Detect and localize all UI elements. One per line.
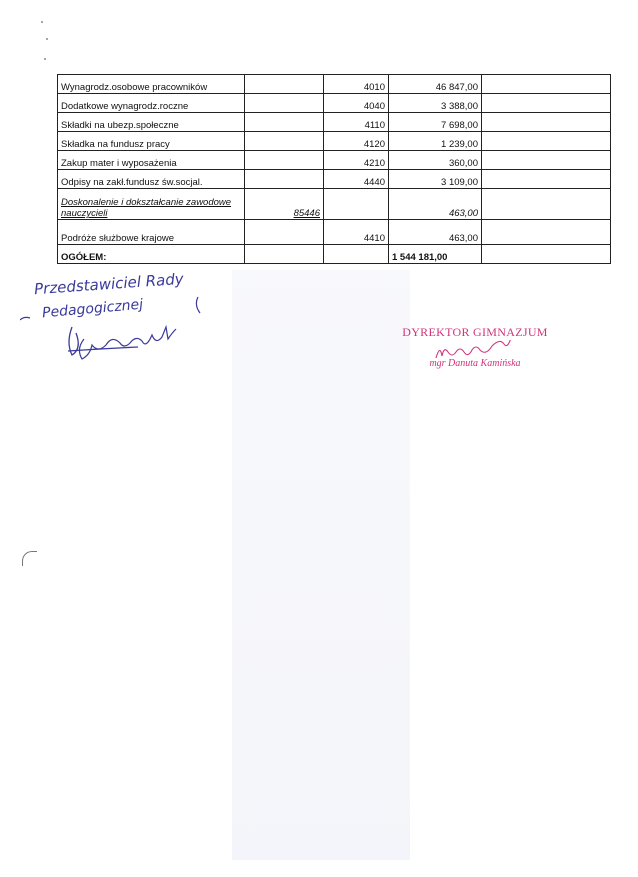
row-label: Podróże służbowe krajowe — [58, 220, 245, 245]
table-row — [58, 94, 611, 113]
row-code: 4410 — [324, 220, 389, 245]
row-amount: 463,00 — [389, 220, 482, 245]
row-empty-cell — [482, 75, 611, 94]
row-chapter — [245, 113, 324, 132]
row-label: Dodatkowe wynagrodz.roczne — [58, 94, 245, 113]
row-label: Wynagrodz.osobowe pracowników — [58, 75, 245, 94]
row-label: Zakup mater i wyposażenia — [58, 151, 245, 170]
table-row — [58, 189, 611, 220]
signature-line-1: Przedstawiciel Rady — [33, 269, 185, 299]
director-stamp — [390, 325, 560, 369]
row-chapter — [245, 170, 324, 189]
row-empty-cell — [482, 220, 611, 245]
director-signature-icon — [428, 340, 528, 362]
total-amount: 1 544 181,00 — [389, 245, 482, 264]
row-chapter — [245, 75, 324, 94]
row-chapter: 85446 — [245, 189, 324, 220]
row-code — [324, 189, 389, 220]
row-amount: 3 109,00 — [389, 170, 482, 189]
row-empty-cell — [482, 132, 611, 151]
row-empty-cell — [482, 189, 611, 220]
row-code: 4040 — [324, 94, 389, 113]
row-code: 4210 — [324, 151, 389, 170]
row-chapter — [245, 151, 324, 170]
teacher-council-signature — [20, 269, 230, 365]
director-name: mgr Danuta Kamińska — [429, 358, 521, 369]
table-row — [58, 151, 611, 170]
punch-hole-mark — [22, 551, 37, 566]
row-code: 4010 — [324, 75, 389, 94]
row-amount: 7 698,00 — [389, 113, 482, 132]
paper-shadow — [232, 270, 410, 860]
table-row — [58, 113, 611, 132]
total-row — [58, 245, 611, 264]
director-title: DYREKTOR GIMNAZJUM — [402, 325, 548, 339]
row-amount: 46 847,00 — [389, 75, 482, 94]
row-empty-cell — [482, 151, 611, 170]
row-chapter — [245, 132, 324, 151]
row-code: 4110 — [324, 113, 389, 132]
table-row — [58, 132, 611, 151]
table-row — [58, 220, 611, 245]
row-label: Składka na fundusz pracy — [58, 132, 245, 151]
scan-speck — [44, 58, 46, 60]
row-amount: 360,00 — [389, 151, 482, 170]
total-empty-cell — [482, 245, 611, 264]
row-code: 4120 — [324, 132, 389, 151]
table-row — [58, 75, 611, 94]
row-amount: 463,00 — [389, 189, 482, 220]
row-empty-cell — [482, 94, 611, 113]
row-empty-cell — [482, 170, 611, 189]
signature-line-2: Pedagogicznej — [41, 296, 144, 322]
row-code: 4440 — [324, 170, 389, 189]
row-label: Odpisy na zakł.fundusz św.socjal. — [58, 170, 245, 189]
scan-speck — [46, 38, 48, 40]
budget-table — [57, 74, 611, 264]
row-label: Składki na ubezp.społeczne — [58, 113, 245, 132]
row-chapter — [245, 220, 324, 245]
row-empty-cell — [482, 113, 611, 132]
row-label: Doskonalenie i dokształcanie zawodowe nauczycieli — [58, 189, 245, 220]
handwritten-signature-icon — [20, 275, 230, 365]
scan-speck — [41, 21, 43, 23]
table-row — [58, 170, 611, 189]
row-amount: 1 239,00 — [389, 132, 482, 151]
total-empty-cell — [245, 245, 324, 264]
row-amount: 3 388,00 — [389, 94, 482, 113]
row-chapter — [245, 94, 324, 113]
total-label: OGÓŁEM: — [58, 245, 245, 264]
total-empty-cell — [324, 245, 389, 264]
